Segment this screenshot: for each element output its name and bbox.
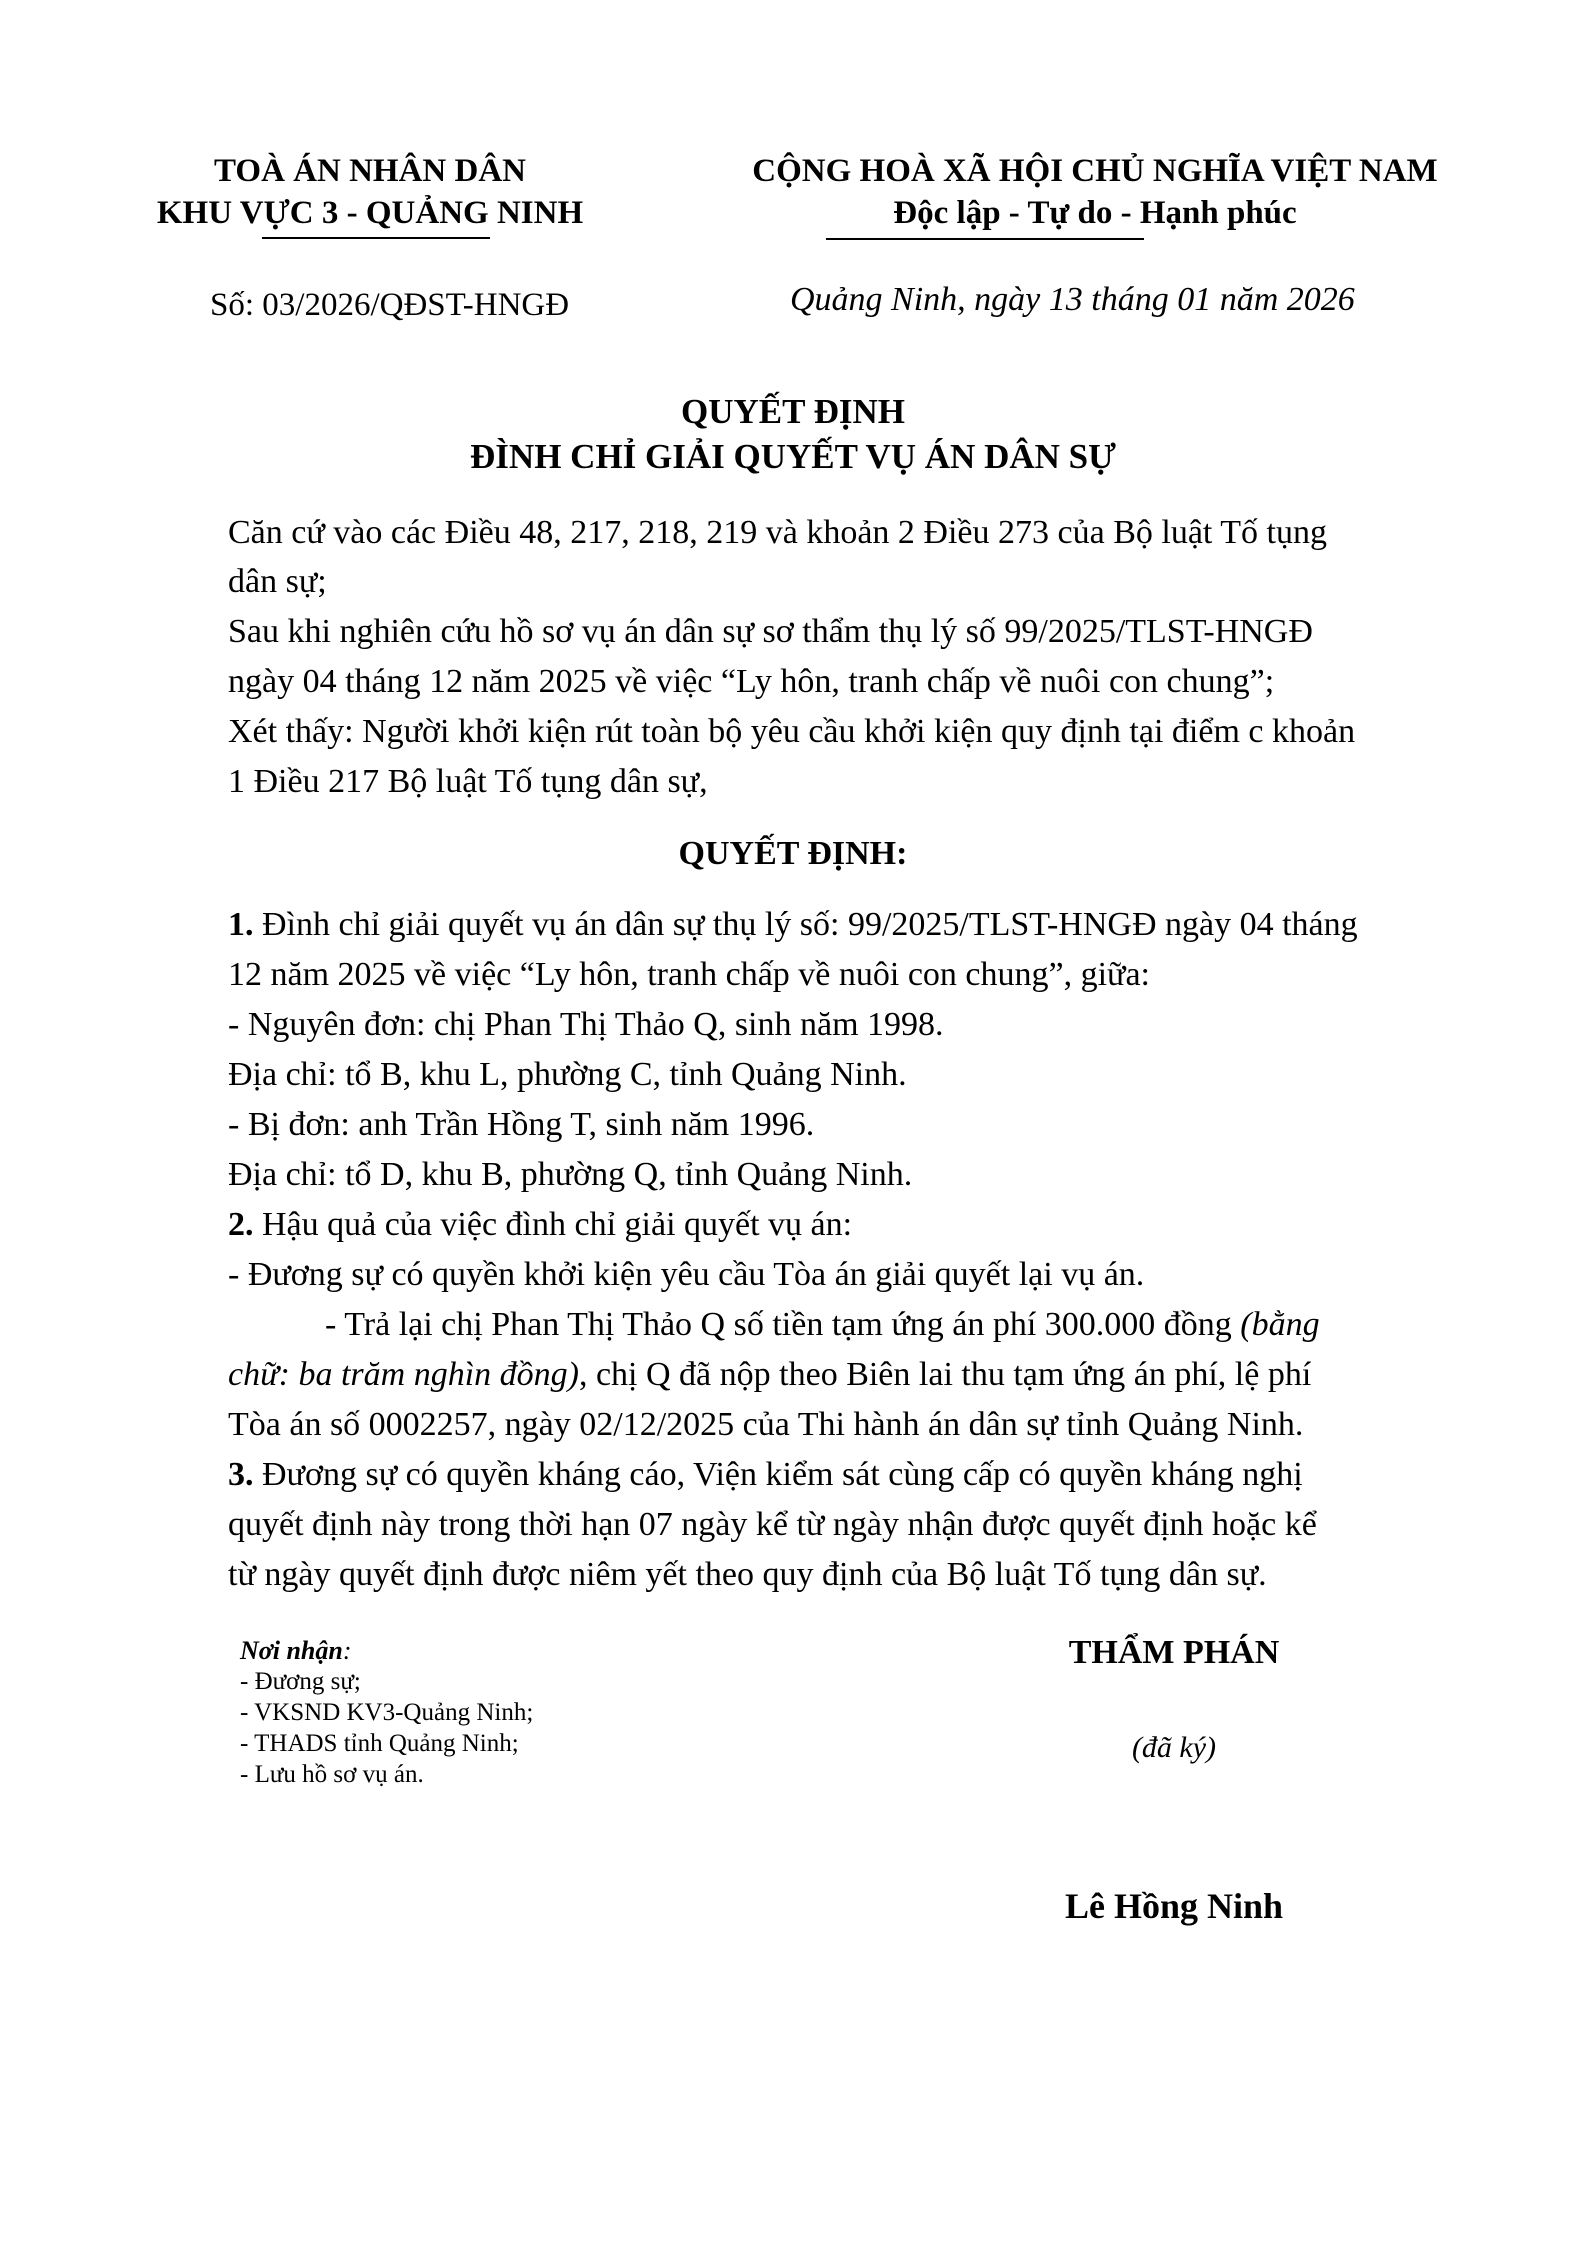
preamble-line: Sau khi nghiên cứu hồ sơ vụ án dân sự sơ thẩm thụ lý số 99/2025/TLST-HNGĐ (228, 613, 1313, 650)
section3-text: Đương sự có quyền kháng cáo, Viện kiểm sát cùng cấp có quyền kháng nghị (253, 1456, 1303, 1493)
refund-text: - Trả lại chị Phan Thị Thảo Q số tiền tạm ứng án phí 300.000 đồng (325, 1306, 1241, 1343)
section3-number: 3. (228, 1456, 254, 1493)
recipients-label-text: Nơi nhận (240, 1636, 343, 1665)
section2-item2-line2 (228, 1355, 1311, 1395)
section3-line1 (228, 1455, 1303, 1495)
section2-item2-line1 (325, 1305, 1320, 1345)
section1-text: Đình chỉ giải quyết vụ án dân sự thụ lý số: 99/2025/TLST-HNGĐ ngày 04 tháng (253, 906, 1358, 943)
place-date: Quảng Ninh, ngày 13 tháng 01 năm 2026 (790, 281, 1355, 318)
recipient-item: - Lưu hồ sơ vụ án. (240, 1761, 424, 1788)
recipient-item: - VKSND KV3-Quảng Ninh; (240, 1699, 534, 1726)
recipients-colon: : (342, 1636, 352, 1665)
preamble-line: ngày 04 tháng 12 năm 2025 về việc “Ly hôn, tranh chấp về nuôi con chung”; (228, 663, 1275, 700)
plaintiff-address: Địa chỉ: tổ B, khu L, phường C, tỉnh Quảng Ninh. (228, 1056, 907, 1093)
motto-underline (826, 238, 1144, 240)
preamble-line: Xét thấy: Người khởi kiện rút toàn bộ yêu cầu khởi kiện quy định tại điểm c khoản (228, 713, 1356, 750)
plaintiff: - Nguyên đơn: chị Phan Thị Thảo Q, sinh năm 1998. (228, 1006, 944, 1043)
refund-words-cont: chữ: ba trăm nghìn đồng) (228, 1356, 579, 1393)
decision-heading: QUYẾT ĐỊNH: (678, 835, 908, 872)
defendant: - Bị đơn: anh Trần Hồng T, sinh năm 1996. (228, 1106, 815, 1143)
preamble-line: dân sự; (228, 563, 327, 600)
recipients-label (240, 1635, 352, 1666)
document-title: QUYẾT ĐỊNH (681, 392, 905, 431)
section2-heading (228, 1205, 852, 1245)
section3-line3: từ ngày quyết định được niêm yết theo quy định của Bộ luật Tố tụng dân sự. (228, 1556, 1267, 1593)
recipient-item: - Đương sự; (240, 1668, 361, 1695)
section2-number: 2. (228, 1206, 254, 1243)
refund-words: (bằng (1240, 1306, 1320, 1343)
defendant-address: Địa chỉ: tổ D, khu B, phường Q, tỉnh Quảng Ninh. (228, 1156, 913, 1193)
section2-item2-line3: Tòa án số 0002257, ngày 02/12/2025 của Thi hành án dân sự tỉnh Quảng Ninh. (228, 1406, 1304, 1443)
court-name-line1: TOÀ ÁN NHÂN DÂN (214, 153, 526, 189)
document-number: Số: 03/2026/QĐST-HNGĐ (210, 287, 570, 323)
document-subtitle: ĐÌNH CHỈ GIẢI QUYẾT VỤ ÁN DÂN SỰ (470, 437, 1116, 476)
national-motto (720, 150, 1470, 234)
preamble-line: Căn cứ vào các Điều 48, 217, 218, 219 và khoản 2 Điều 273 của Bộ luật Tố tụng (228, 514, 1327, 551)
section2-text: Hậu quả của việc đình chỉ giải quyết vụ án: (253, 1206, 853, 1243)
recipient-item: - THADS tỉnh Quảng Ninh; (240, 1730, 519, 1757)
motto: Độc lập - Tự do - Hạnh phúc (893, 195, 1297, 231)
court-name-line2: KHU VỰC 3 - QUẢNG NINH (156, 195, 584, 231)
section2-item1: - Đương sự có quyền khởi kiện yêu cầu Tòa án giải quyết lại vụ án. (228, 1256, 1145, 1293)
country-name: CỘNG HOÀ XÃ HỘI CHỦ NGHĨA VIỆT NAM (752, 153, 1438, 189)
section1-number: 1. (228, 906, 254, 943)
court-name (150, 150, 590, 234)
signer-title: THẨM PHÁN (1068, 1634, 1280, 1671)
section1-line2: 12 năm 2025 về việc “Ly hôn, tranh chấp về nuôi con chung”, giữa: (228, 956, 1151, 993)
signed-note: (đã ký) (1131, 1731, 1217, 1764)
signer-name: Lê Hồng Ninh (1064, 1886, 1284, 1926)
section3-line2: quyết định này trong thời hạn 07 ngày kể từ ngày nhận được quyết định hoặc kể (228, 1506, 1317, 1543)
receipt-text: , chị Q đã nộp theo Biên lai thu tạm ứng án phí, lệ phí (578, 1356, 1312, 1393)
preamble-line: 1 Điều 217 Bộ luật Tố tụng dân sự, (228, 763, 708, 800)
section1-line1 (228, 905, 1358, 945)
court-name-underline (262, 237, 490, 239)
